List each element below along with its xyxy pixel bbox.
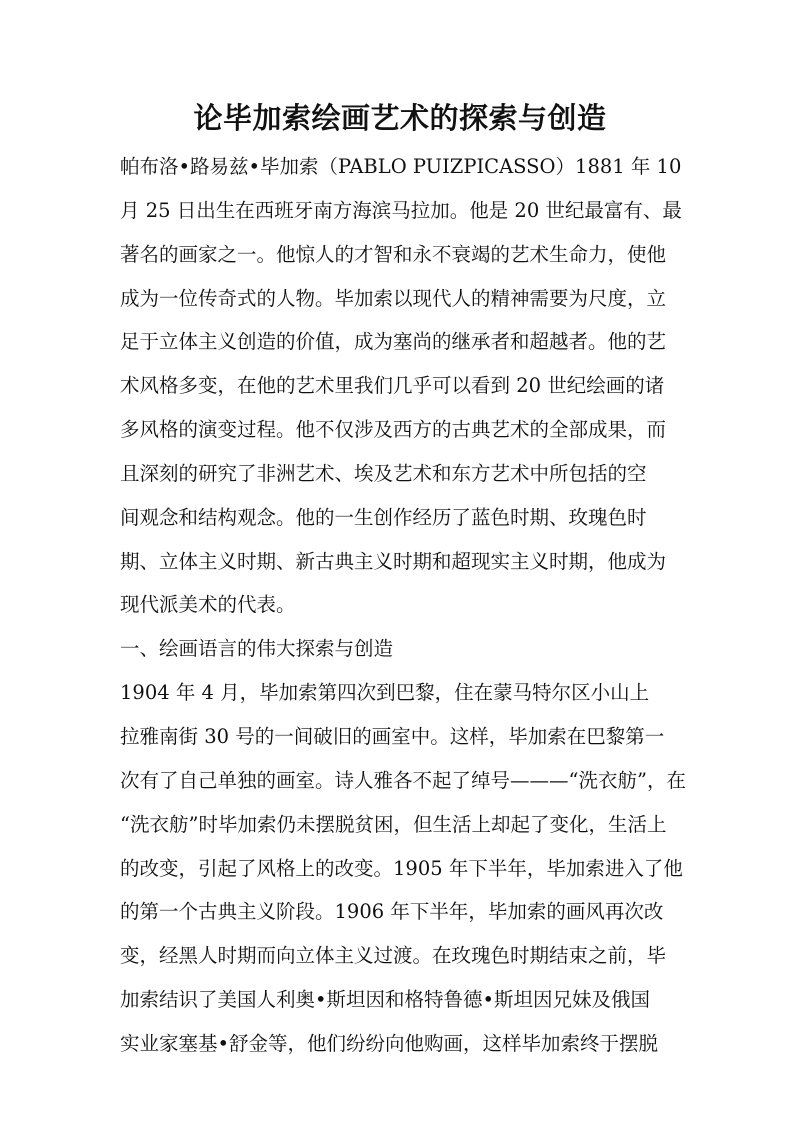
text-line: 现代派美术的代表。 [120,593,296,617]
text-line: 成为一位传奇式的人物。毕加索以现代人的精神需要为尺度，立 [120,286,667,310]
text-line: 著名的画家之一。他惊人的才智和永不衰竭的艺术生命力，使他 [120,242,667,266]
text-line: 且深刻的研究了非洲艺术、埃及艺术和东方艺术中所包括的空 [120,461,647,485]
text-line: 多风格的演变过程。他不仅涉及西方的古典艺术的全部成果，而 [120,418,667,442]
text-line: 实业家塞基•舒金等，他们纷纷向他购画，这样毕加索终于摆脱 [120,1031,659,1055]
text-line: 1904 年 4 月，毕加索第四次到巴黎，住在蒙马特尔区小山上 [120,681,650,705]
document-body [120,145,700,1066]
text-line: 加索结识了美国人利奥•斯坦因和格特鲁德•斯坦因兄妹及俄国 [120,988,651,1012]
text-line: 术风格多变，在他的艺术里我们几乎可以看到 20 世纪绘画的诸 [120,374,665,398]
text-line: 月 25 日出生在西班牙南方海滨马拉加。他是 20 世纪最富有、最 [120,198,682,222]
text-line: 次有了自己单独的画室。诗人雅各不起了绰号———“洗衣舫”，在 [120,768,686,792]
text-line: 帕布洛•路易兹•毕加索（PABLO PUIZPICASSO）1881 年 10 [120,155,682,178]
text-line: “洗衣舫”时毕加索仍未摆脱贫困，但生活上却起了变化，生活上 [120,812,667,836]
text-line: 的改变，引起了风格上的改变。1905 年下半年，毕加索进入了他 [120,856,683,880]
text-line: 间观念和结构观念。他的一生创作经历了蓝色时期、玫瑰色时 [120,505,647,529]
text-line: 拉雅南街 30 号的一间破旧的画室中。这样，毕加索在巴黎第一 [120,724,665,748]
section-heading: 一、绘画语言的伟大探索与创造 [120,637,394,661]
text-line: 期、立体主义时期、新古典主义时期和超现实主义时期，他成为 [120,549,667,573]
text-line: 变，经黑人时期而向立体主义过渡。在玫瑰色时期结束之前，毕 [120,944,667,968]
text-line: 足于立体主义创造的价值，成为塞尚的继承者和超越者。他的艺 [120,330,667,354]
document-title: 论毕加索绘画艺术的探索与创造 [193,101,607,135]
text-line: 的第一个古典主义阶段。1906 年下半年，毕加索的画风再次改 [120,900,664,924]
